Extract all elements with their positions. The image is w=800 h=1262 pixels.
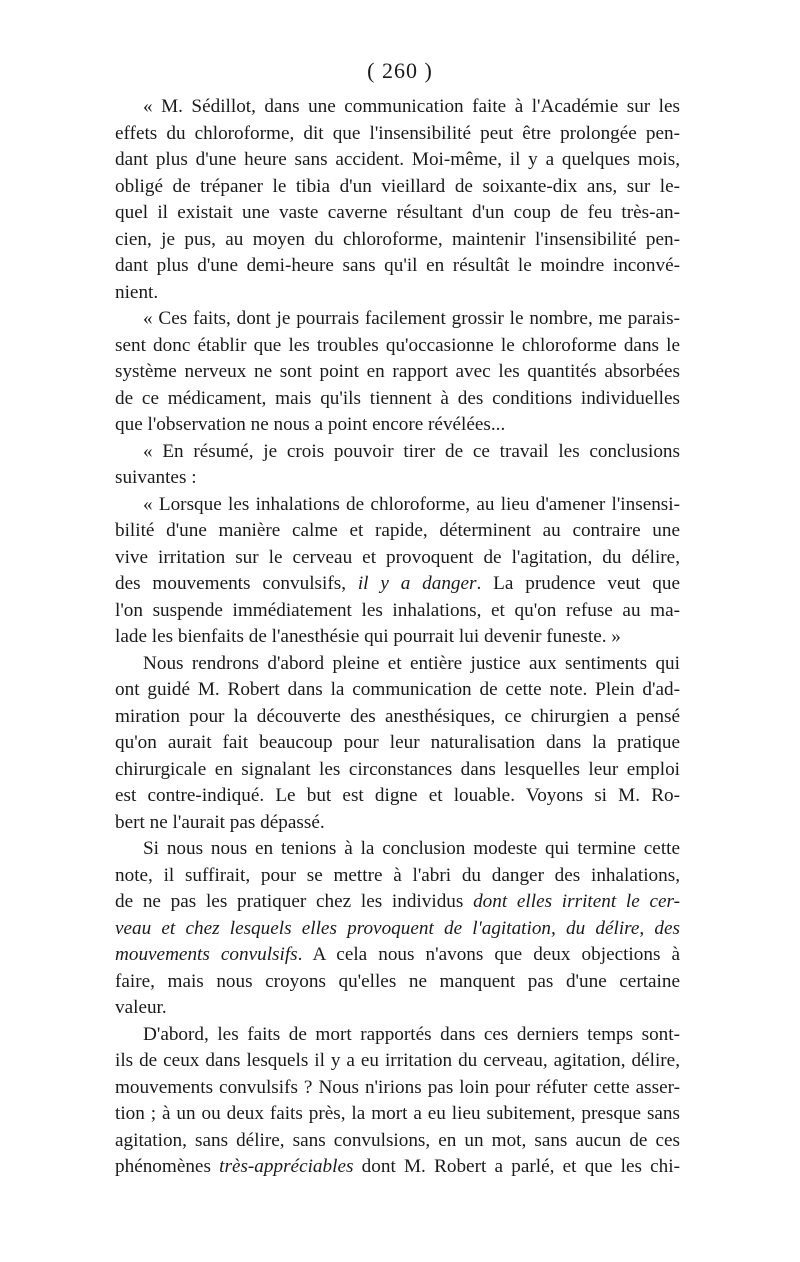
text-segment: quel il existait une vaste caverne résultant d'un coup de feu très-an- [115, 202, 680, 223]
text-segment: cien, je pus, au moyen du chloroforme, maintenir l'insensibilité pen- [115, 228, 680, 250]
text-line [115, 704, 680, 731]
body-text [115, 94, 680, 1181]
italic-text: très-appréciables [219, 1156, 354, 1177]
text-segment: . A cela nous n'avons que deux objections à [297, 944, 680, 965]
text-segment: dant plus d'une heure sans accident. Moi-même, il y a quelques mois, [115, 149, 680, 170]
text-line [115, 412, 680, 439]
text-segment: « En résumé, je crois pouvoir tirer de ce travail les conclusions [143, 440, 680, 462]
text-segment: que l'observation ne nous a point encore révélées... [115, 414, 506, 435]
text-line [115, 730, 680, 757]
text-line [115, 889, 680, 916]
text-segment: effets du chloroforme, dit que l'insensibilité peut être prolongée pen- [115, 122, 680, 144]
text-line [115, 359, 680, 386]
text-segment: faire, mais nous croyons qu'elles ne manquent pas d'une certaine [115, 970, 680, 992]
text-line [115, 465, 680, 492]
text-segment: nient. [115, 281, 159, 303]
text-segment: dant plus d'une demi-heure sans qu'il en résultât le moindre inconvé- [115, 255, 680, 276]
text-line [115, 518, 680, 545]
text-segment: des mouvements convulsifs, [115, 573, 358, 594]
text-line [115, 306, 680, 333]
text-line [115, 200, 680, 227]
text-segment: phénomènes [115, 1156, 220, 1177]
text-segment: tion ; à un ou deux faits près, la mort a eu lieu subitement, presque sans [115, 1103, 680, 1124]
text-line [115, 1022, 680, 1049]
text-line [115, 651, 680, 678]
text-line [115, 253, 680, 280]
text-segment: . La prudence veut que [476, 573, 680, 594]
text-segment: Si nous nous en tenions à la conclusion modeste qui termine cette [143, 838, 680, 859]
text-line [115, 386, 680, 413]
text-segment: « Lorsque les inhalations de chloroforme, au lieu d'amener l'insensi- [143, 493, 680, 515]
italic-text: veau et chez lesquels elles provoquent de l'agitation, du délire, des [115, 917, 680, 939]
text-line [115, 1101, 680, 1128]
text-line [115, 439, 680, 466]
text-segment: bert ne l'aurait pas dépassé. [115, 811, 325, 833]
text-segment: de ne pas les pratiquer chez les individus [115, 891, 474, 912]
text-segment: chirurgicale en signalant les circonstances dans lesquelles leur emploi [115, 758, 680, 780]
text-line [115, 942, 680, 969]
text-line [115, 863, 680, 890]
text-segment: miration pour la découverte des anesthésiques, ce chirurgien a pensé [115, 705, 680, 727]
text-line [115, 757, 680, 784]
text-segment: note, il suffirait, pour se mettre à l'abri du danger des inhalations, [115, 864, 680, 886]
text-segment: l'on suspende immédiatement les inhalations, et qu'on refuse au ma- [115, 599, 680, 621]
text-segment: bilité d'une manière calme et rapide, déterminent au contraire une [115, 520, 680, 541]
text-line [115, 969, 680, 996]
text-line [115, 1048, 680, 1075]
text-line [115, 545, 680, 572]
page-number: ( 260 ) [367, 58, 433, 83]
text-line [115, 1075, 680, 1102]
text-line [115, 1154, 680, 1181]
text-line [115, 916, 680, 943]
text-segment: vive irritation sur le cerveau et provoquent de l'agitation, du délire, [115, 546, 680, 568]
text-line [115, 227, 680, 254]
text-line [115, 121, 680, 148]
text-segment: dont M. Robert a parlé, et que les chi- [353, 1156, 680, 1177]
text-segment: ont guidé M. Robert dans la communication de cette note. Plein d'ad- [115, 679, 680, 700]
text-segment: qu'on aurait fait beaucoup pour leur naturalisation dans la pratique [115, 732, 680, 753]
text-segment: est contre-indiqué. Le but est digne et louable. Voyons si M. Ro- [115, 785, 680, 806]
text-segment: « Ces faits, dont je pourrais facilement grossir le nombre, me parais- [143, 308, 680, 329]
text-line [115, 147, 680, 174]
text-line [115, 677, 680, 704]
text-segment: mouvements convulsifs ? Nous n'irions pas loin pour réfuter cette asser- [115, 1076, 680, 1098]
text-segment: sent donc établir que les troubles qu'occasionne le chloroforme dans le [115, 334, 680, 356]
italic-text: mouvements convulsifs [115, 944, 298, 965]
italic-text: il y a danger [357, 573, 477, 594]
text-segment: D'abord, les faits de mort rapportés dans ces derniers temps sont- [143, 1023, 680, 1045]
text-line [115, 1128, 680, 1155]
italic-text: dont elles irritent le cer- [473, 891, 680, 912]
text-segment: obligé de trépaner le tibia d'un vieillard de soixante-dix ans, sur le- [115, 175, 680, 197]
text-line [115, 783, 680, 810]
text-segment: agitation, sans délire, sans convulsions, en un mot, sans aucun de ces [115, 1129, 680, 1151]
text-line [115, 810, 680, 837]
text-line [115, 624, 680, 651]
text-line [115, 836, 680, 863]
text-line [115, 492, 680, 519]
text-line [115, 333, 680, 360]
text-segment: ils de ceux dans lesquels il y a eu irritation du cerveau, agitation, délire, [115, 1050, 680, 1071]
text-line [115, 995, 680, 1022]
text-line [115, 280, 680, 307]
text-segment: suivantes : [115, 467, 197, 488]
text-segment: système nerveux ne sont point en rapport avec les quantités absorbées [115, 361, 680, 382]
text-segment: Nous rendrons d'abord pleine et entière justice aux sentiments qui [143, 652, 680, 674]
text-segment: lade les bienfaits de l'anesthésie qui pourrait lui devenir funeste. » [115, 626, 621, 647]
text-segment: de ce médicament, mais qu'ils tiennent à des conditions individuelles [115, 387, 680, 409]
text-segment: valeur. [115, 997, 167, 1018]
text-segment: « M. Sédillot, dans une communication faite à l'Académie sur les [143, 96, 680, 117]
text-line [115, 598, 680, 625]
text-line [115, 94, 680, 121]
text-line [115, 571, 680, 598]
text-line [115, 174, 680, 201]
